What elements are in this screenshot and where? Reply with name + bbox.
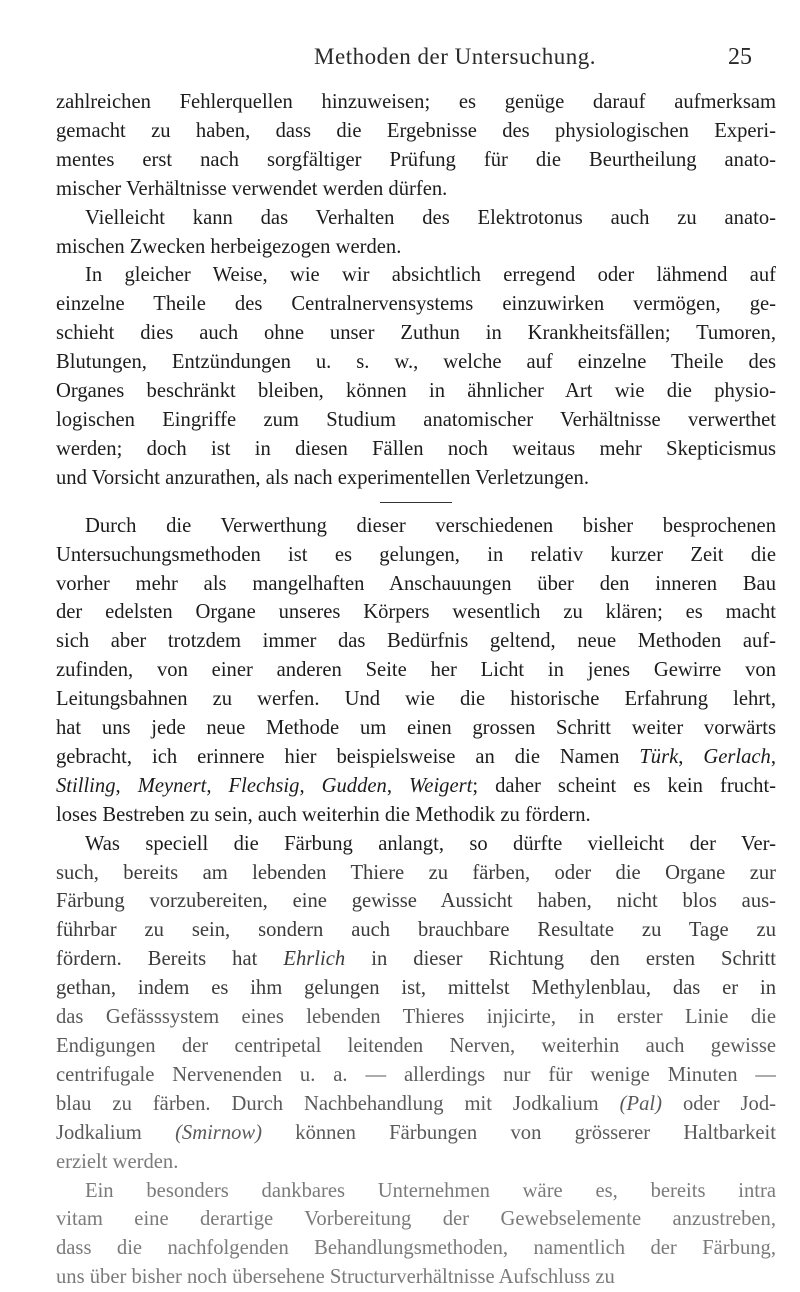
text-line: such, bereits am lebenden Thiere zu färben, oder die Organe zur (56, 861, 776, 884)
paragraph (56, 1177, 776, 1292)
text-line: vitam eine derartige Vorbereitung der Gewebselemente anzustreben, (56, 1208, 776, 1231)
text-line: gethan, indem es ihm gelungen ist, mittelst Methylenblau, das er in (56, 977, 776, 1000)
text-line: der edelsten Organe unseres Körpers wesentlich zu klären; es macht (56, 601, 776, 624)
running-title: Methoden der Untersuchung. (314, 44, 596, 69)
text-line: centrifugale Nervenenden u. a. — allerdings nur für wenige Minuten — (56, 1063, 776, 1086)
section-divider (380, 502, 452, 503)
text-line: Was speciell die Färbung anlangt, so dürfte vielleicht der Ver- (85, 832, 776, 855)
text-line: In gleicher Weise, wie wir absichtlich erregend oder lähmend auf (85, 264, 776, 287)
text-line: logischen Eingriffe zum Studium anatomischer Verhältnisse verwerthet (56, 408, 776, 431)
paragraph (56, 88, 776, 204)
paragraph (56, 512, 776, 830)
text-line: dass die nachfolgenden Behandlungsmethoden, namentlich der Färbung, (56, 1237, 776, 1260)
text-line: einzelne Theile des Centralnervensystems einzuwirken vermögen, ge- (56, 293, 776, 316)
paragraph (56, 261, 776, 492)
text-line: mentes erst nach sorgfältiger Prüfung für die Beurtheilung anato- (56, 148, 776, 171)
text-line: Färbung vorzubereiten, eine gewisse Aussicht haben, nicht blos aus- (56, 890, 776, 913)
page-number: 25 (728, 44, 752, 70)
text-line: Organes beschränkt bleiben, können in ähnlicher Art wie die physio- (56, 380, 776, 403)
text-line: Untersuchungsmethoden ist es gelungen, in relativ kurzer Zeit die (56, 543, 776, 566)
text-line: blau zu färben. Durch Nachbehandlung mit Jodkalium (Pal) oder Jod- (56, 1092, 776, 1115)
text-line: gebracht, ich erinnere hier beispielsweise an die Namen Türk, Gerlach, (56, 745, 776, 768)
text-line: mischen Zwecken herbeigezogen werden. (56, 235, 402, 258)
text-line: zahlreichen Fehlerquellen hinzuweisen; es genüge darauf aufmerksam (56, 91, 776, 113)
paragraph (56, 830, 776, 1177)
text-line: Jodkalium (Smirnow) können Färbungen von grösserer Haltbarkeit (56, 1121, 776, 1144)
text-line: Blutungen, Entzündungen u. s. w., welche auf einzelne Theile des (56, 351, 776, 374)
text-line: werden; doch ist in diesen Fällen noch weitaus mehr Skepticismus (56, 437, 776, 460)
text-line: Leitungsbahnen zu werfen. Und wie die historische Erfahrung lehrt, (56, 688, 776, 711)
text-line: führbar zu sein, sondern auch brauchbare Resultate zu Tage zu (56, 919, 776, 942)
page-header (110, 44, 800, 78)
text-line: hat uns jede neue Methode um einen grossen Schritt weiter vorwärts (56, 717, 776, 740)
text-line: das Gefässsystem eines lebenden Thieres injicirte, in erster Linie die (56, 1006, 776, 1029)
text-line: sich aber trotzdem immer das Bedürfnis geltend, neue Methoden auf- (56, 630, 776, 653)
text-line: Stilling, Meynert, Flechsig, Gudden, Weigert; daher scheint es kein frucht- (56, 774, 776, 797)
text-line: Ein besonders dankbares Unternehmen wäre es, bereits intra (85, 1179, 776, 1202)
text-line: zufinden, von einer anderen Seite her Licht in jenes Gewirre von (56, 659, 776, 682)
body-text (56, 88, 776, 1292)
text-line: loses Bestreben zu sein, auch weiterhin die Methodik zu fördern. (56, 803, 591, 826)
text-line: erzielt werden. (56, 1150, 179, 1173)
text-line: uns über bisher noch übersehene Structurverhältnisse Aufschluss zu (56, 1266, 615, 1289)
paragraph (56, 204, 776, 262)
text-line: gemacht zu haben, dass die Ergebnisse des physiologischen Experi- (56, 119, 776, 142)
text-line: vorher mehr als mangelhaften Anschauungen über den inneren Bau (56, 572, 776, 595)
text-line: Durch die Verwerthung dieser verschiedenen bisher besprochenen (85, 514, 776, 537)
text-line: fördern. Bereits hat Ehrlich in dieser Richtung den ersten Schritt (56, 948, 776, 971)
text-line: mischer Verhältnisse verwendet werden dürfen. (56, 177, 448, 200)
text-line: schieht dies auch ohne unser Zuthun in Krankheitsfällen; Tumoren, (56, 322, 776, 345)
text-line: Endigungen der centripetal leitenden Nerven, weiterhin auch gewisse (56, 1035, 776, 1057)
text-line: und Vorsicht anzurathen, als nach experimentellen Verletzungen. (56, 466, 589, 489)
text-line: Vielleicht kann das Verhalten des Elektrotonus auch zu anato- (85, 206, 776, 229)
